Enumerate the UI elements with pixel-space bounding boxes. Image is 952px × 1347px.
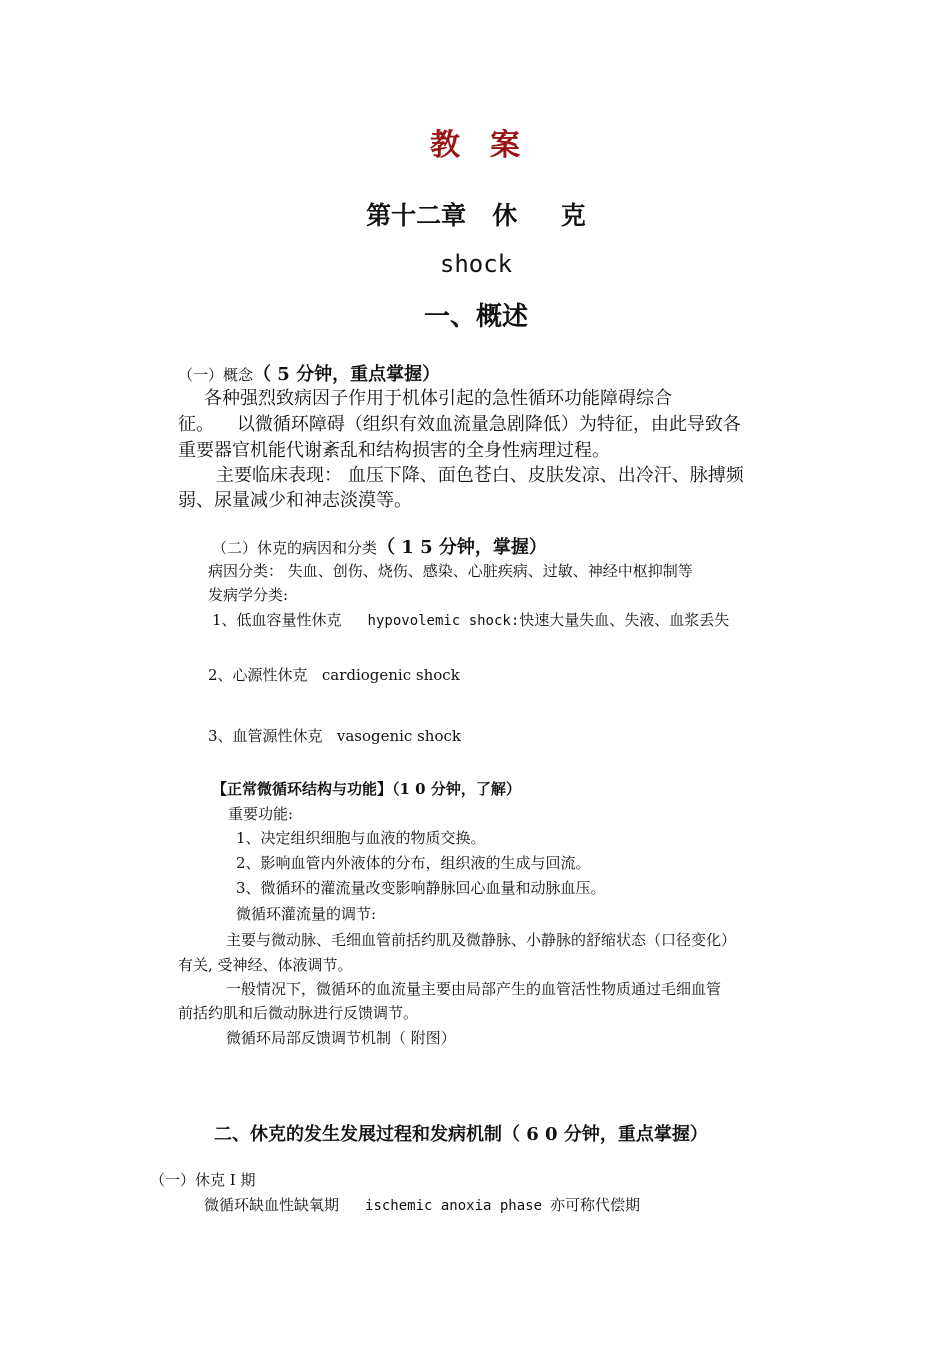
stage-1-line (204, 1194, 640, 1215)
stage-1-tail: 亦可称代偿期 (550, 1196, 641, 1214)
chapter-english-title: shock (439, 250, 513, 278)
stage-1-cn: 微循环缺血性缺氧期 (204, 1196, 340, 1214)
clinical-line-1: 主要临床表现： 血压下降、面色苍白、皮肤发凉、出冷汗、脉搏频 (216, 465, 744, 486)
stage-1-en: ischemic anoxia phase (365, 1198, 543, 1214)
micro-note: （1 0 分钟，了解） (392, 780, 521, 798)
document-title (0, 120, 952, 164)
stage-1-label: （一）休克 I 期 (150, 1171, 256, 1189)
feedback-line: 微循环局部反馈调节机制（ 附图） (226, 1029, 456, 1047)
function-3: 3、微循环的灌流量改变影响静脉回心血量和动脉血压。 (236, 879, 606, 897)
regulation-label: 微循环灌流量的调节: (236, 905, 377, 923)
function-label: 重要功能: (228, 805, 294, 823)
micro-heading-text: 【正常微循环结构与功能】 (212, 780, 393, 798)
type-1-line (212, 609, 729, 630)
type-1-desc: 快速大量失血、失液、血浆丢失 (519, 611, 730, 629)
cause-label: （二）休克的病因和分类 (212, 539, 378, 557)
clinical-line-2: 弱、尿量减少和神志淡漠等。 (178, 490, 412, 511)
cause-subheading (212, 533, 547, 559)
micro-heading (212, 778, 521, 799)
concept-line-1: 各种强烈致病因子作用于机体引起的急性循环功能障碍综合 (204, 388, 672, 409)
section-overview-heading: 一、概述 (423, 302, 528, 332)
title-char-2: 案 (490, 128, 522, 163)
type-1-cn: 1、低血容量性休克 (212, 611, 342, 629)
type-1-en: hypovolemic shock: (367, 613, 520, 629)
regulation-line-1: 主要与微动脉、毛细血管前括约肌及微静脉、小静脉的舒缩状态（口径变化） (226, 931, 737, 949)
general-line-2: 前括约肌和后微动脉进行反馈调节。 (178, 1004, 419, 1022)
pathogenesis-label: 发病学分类: (208, 586, 289, 604)
type-3-line: 3、血管源性休克 vasogenic shock (208, 727, 461, 745)
concept-line-3: 重要器官机能代谢紊乱和结构损害的全身性病理过程。 (178, 440, 610, 461)
type-2-line: 2、心源性休克 cardiogenic shock (208, 666, 460, 684)
general-line-1: 一般情况下，微循环的血流量主要由局部产生的血管活性物质通过毛细血管 (226, 980, 722, 998)
chapter-heading: 第十二章 休 克 (366, 201, 586, 230)
etiology-line: 病因分类： 失血、创伤、烧伤、感染、心脏疾病、过敏、神经中枢抑制等 (208, 562, 693, 580)
concept-subheading (178, 360, 440, 386)
cause-note: （ 1 5 分钟，掌握） (377, 537, 547, 558)
concept-line-2: 征。 以微循环障碍（组织有效血流量急剧降低）为特征，由此导致各 (178, 414, 741, 435)
regulation-line-2: 有关, 受神经、体液调节。 (178, 956, 353, 974)
function-2: 2、影响血管内外液体的分布，组织液的生成与回流。 (236, 854, 591, 872)
title-char-1: 教 (430, 128, 462, 163)
concept-label: （一）概念 (178, 366, 254, 384)
concept-note: （ 5 分钟，重点掌握） (253, 364, 441, 385)
function-1: 1、决定组织细胞与血液的物质交换。 (236, 829, 486, 847)
section-mechanism-heading: 二、休克的发生发展过程和发病机制（ 6 0 分钟，重点掌握） (214, 1124, 708, 1145)
